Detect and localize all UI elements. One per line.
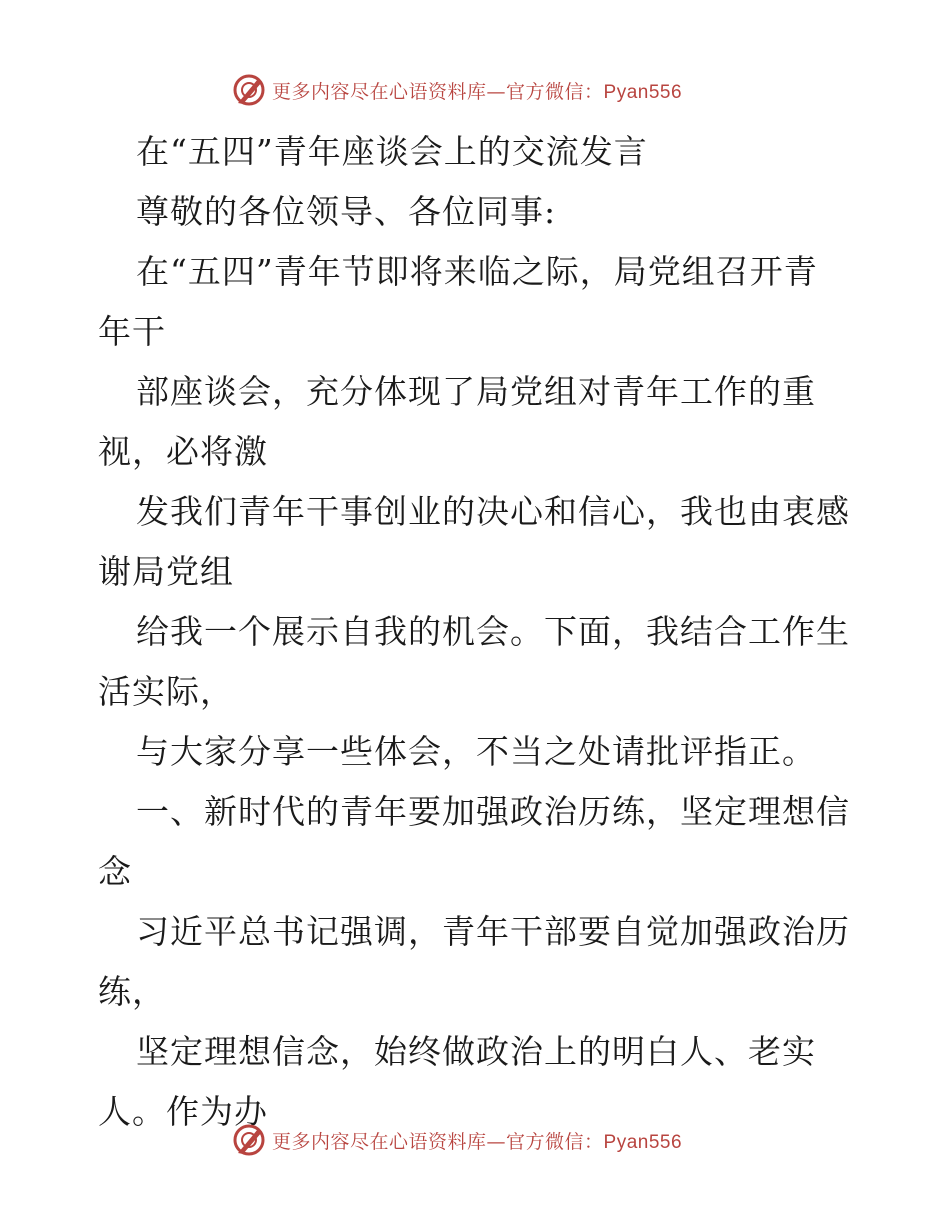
text-line: 在“五四”青年节即将来临之际，局党组召开青 xyxy=(136,252,818,291)
text-line: 一、新时代的青年要加强政治历练，坚定理想信 xyxy=(136,792,850,831)
text-line: 练， xyxy=(98,972,166,1011)
text-line: 部座谈会，充分体现了局党组对青年工作的重 xyxy=(136,372,816,411)
pen-logo-icon xyxy=(232,73,266,107)
text-line: 念 xyxy=(98,852,132,891)
text-line: 谢局党组 xyxy=(98,552,234,591)
text-line: 给我一个展示自我的机会。下面，我结合工作生 xyxy=(136,612,850,651)
text-line: 与大家分享一些体会，不当之处请批评指正。 xyxy=(136,732,816,771)
header-watermark xyxy=(232,70,712,110)
text-line: 人。作为办 xyxy=(98,1092,268,1131)
text-line: 视，必将激 xyxy=(98,432,268,471)
text-line: 坚定理想信念，始终做政治上的明白人、老实 xyxy=(136,1032,816,1071)
text-line: 活实际， xyxy=(98,672,234,711)
watermark-wechat-id: Pyan556 xyxy=(603,1131,683,1153)
text-line: 尊敬的各位领导、各位同事: xyxy=(136,192,557,231)
pen-logo-icon xyxy=(232,1123,266,1157)
watermark-text: 更多内容尽在心语资料库—官方微信： xyxy=(272,1130,604,1153)
text-line: 年干 xyxy=(98,312,166,351)
footer-watermark xyxy=(232,1120,712,1160)
document-body xyxy=(98,122,858,1142)
text-line: 习近平总书记强调，青年干部要自觉加强政治历 xyxy=(136,912,850,951)
text-line: 在“五四”青年座谈会上的交流发言 xyxy=(136,132,648,171)
watermark-wechat-id: Pyan556 xyxy=(603,81,683,103)
text-line: 发我们青年干事创业的决心和信心，我也由衷感 xyxy=(136,492,850,531)
watermark-text: 更多内容尽在心语资料库—官方微信： xyxy=(272,80,604,103)
